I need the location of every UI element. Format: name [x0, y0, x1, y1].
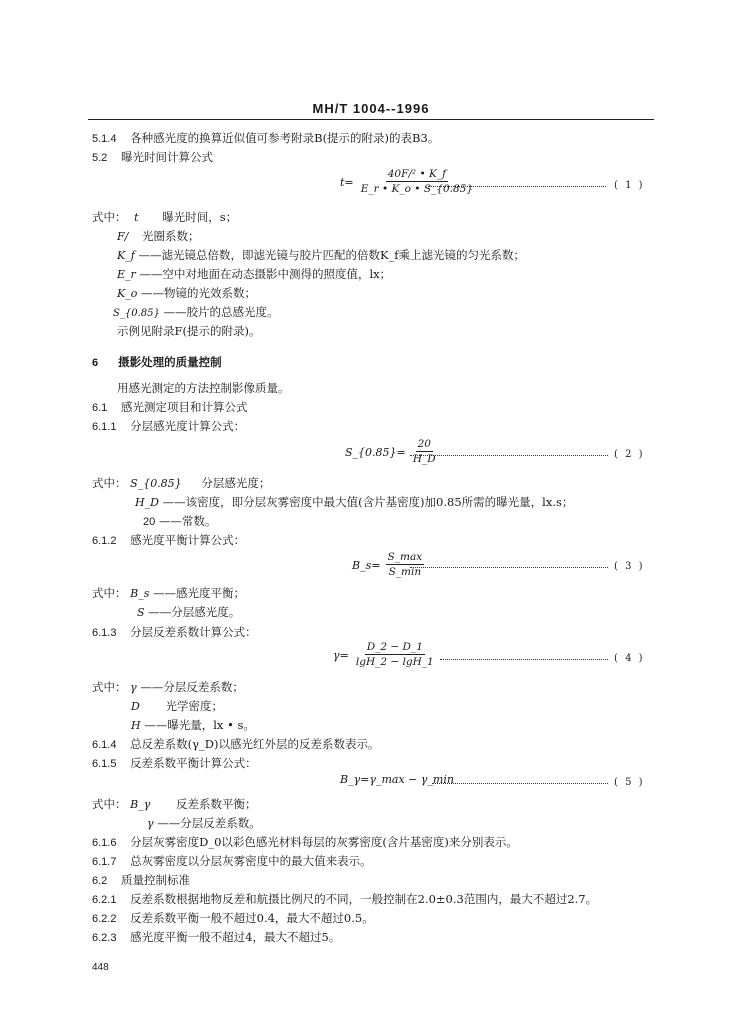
- symbol: D: [131, 700, 140, 713]
- where-row: [117, 229, 200, 244]
- where-row: [131, 718, 255, 733]
- section-6-1-4: [92, 737, 379, 752]
- section-text: 反差系数根据地物反差和航摄比例尺的不同，一般控制在2.0±0.3范围内，最大不超过2.7。: [130, 892, 598, 906]
- symbol-description: ——感光度平衡；: [153, 586, 246, 600]
- symbol-description: ——分层反差系数。: [157, 816, 261, 830]
- section-6-1-1: [92, 419, 245, 434]
- equation-3: [352, 551, 424, 578]
- symbol-description: ——分层感光度。: [148, 605, 241, 619]
- where-row: [117, 286, 256, 301]
- where-row: [147, 816, 261, 831]
- symbol: F/: [117, 230, 129, 243]
- symbol: K_f: [117, 249, 135, 262]
- section-number: 6.1.6: [92, 837, 117, 849]
- example-note: 示例见附录F(提示的附录)。: [117, 324, 261, 338]
- section-text: 感光度平衡一般不超过4，最大不超过5。: [130, 930, 341, 944]
- symbol-description: ——空中对地面在动态摄影中测得的照度值，lx；: [139, 267, 392, 281]
- where-row: [113, 305, 279, 321]
- section-number: 6.2.1: [92, 894, 117, 906]
- equation-4: [333, 641, 436, 668]
- section-number: 6.2.3: [92, 932, 117, 944]
- section-5-2: [92, 150, 213, 165]
- section-6-1: [92, 400, 247, 415]
- equation-1: [340, 168, 475, 195]
- leader-dots: [432, 783, 608, 784]
- section-6: [92, 354, 222, 370]
- equation-label: ( 2 ): [614, 449, 645, 460]
- section-6-1-2: [92, 533, 245, 548]
- where-row: [117, 248, 525, 263]
- equation-label: ( 5 ): [614, 777, 645, 788]
- section-number: 6.1.3: [92, 627, 117, 639]
- section-6-1-5: [92, 756, 257, 771]
- section-text: 反差系数平衡一般不超过0.4，最大不超过0.5。: [130, 911, 374, 925]
- section-6-2-3: [92, 930, 340, 945]
- symbol: S_{0.85}: [130, 477, 182, 490]
- equation-lhs: B_s=: [352, 559, 381, 572]
- section-text: 总灰雾密度以分层灰雾密度中的最大值来表示。: [130, 854, 372, 868]
- where-row: [131, 699, 223, 714]
- section-5-1-4: [92, 131, 439, 146]
- section-number: 6.1.4: [92, 739, 117, 751]
- section-6-2-2: [92, 911, 374, 926]
- where-row: [92, 476, 270, 491]
- section-text: 反差系数平衡计算公式：: [130, 756, 257, 770]
- equation-lhs: γ=: [333, 649, 349, 662]
- leader-dots: [440, 659, 608, 660]
- section-text: 曝光时间计算公式: [120, 150, 213, 164]
- symbol: S_{0.85}: [113, 308, 160, 319]
- equation-fraction: [386, 551, 425, 578]
- equation-denominator: H_D: [412, 453, 436, 465]
- where-prefix: 式中：: [92, 797, 127, 811]
- symbol: 20: [143, 516, 156, 528]
- equation-denominator: lgH_2 − lgH_1: [355, 656, 434, 668]
- symbol: t: [134, 211, 139, 224]
- equation-5: B_γ=γ_max − γ_min: [340, 773, 454, 786]
- where-row: [92, 797, 256, 812]
- section-6-1-6: [92, 835, 518, 850]
- equation-lhs: t=: [340, 176, 354, 189]
- equation-label: ( 1 ): [614, 180, 645, 191]
- symbol-description: ——分层反差系数；: [140, 680, 244, 694]
- equation-lhs: S_{0.85}=: [345, 446, 406, 459]
- where-row: [143, 514, 216, 529]
- page-number: 448: [92, 962, 109, 973]
- equation-label: ( 3 ): [614, 561, 645, 572]
- leader-dots: [410, 455, 608, 456]
- symbol-description: 反差系数平衡；: [175, 797, 257, 811]
- symbol-description: ——常数。: [158, 514, 217, 528]
- section-heading: 摄影处理的质量控制: [118, 355, 222, 369]
- symbol: S: [137, 606, 145, 619]
- symbol-description: 光学密度；: [165, 699, 223, 713]
- symbol: H_D: [135, 496, 159, 509]
- section-6-2-1: [92, 892, 597, 907]
- where-row: [92, 210, 237, 225]
- section-6-1-7: [92, 854, 372, 869]
- equation-numerator: 40F/² • K_f: [387, 168, 446, 180]
- where-row: [92, 680, 244, 695]
- section-text: 各种感光度的换算近似值可参考附录B(提示的附录)的表B3。: [130, 131, 440, 145]
- section-text: 质量控制标准: [120, 873, 190, 887]
- symbol: γ: [130, 681, 137, 694]
- symbol-description: 曝光时间，s；: [162, 210, 238, 224]
- symbol: γ: [147, 817, 154, 830]
- leader-dots: [428, 186, 606, 187]
- where-prefix: 式中：: [92, 210, 127, 224]
- symbol-description: 分层感光度；: [201, 476, 271, 490]
- section-number: 6: [92, 357, 99, 369]
- where-prefix: 式中：: [92, 586, 127, 600]
- where-row: [137, 605, 240, 620]
- symbol-description: ——曝光量，lx • s。: [144, 718, 255, 732]
- equation-fraction: [411, 438, 438, 465]
- section-number: 6.2: [92, 875, 108, 887]
- symbol: K_o: [117, 287, 138, 300]
- equation-numerator: 20: [417, 438, 431, 450]
- section-number: 6.1.2: [92, 535, 117, 547]
- header-rule: [88, 119, 654, 120]
- where-prefix: 式中：: [92, 476, 127, 490]
- symbol: B_γ: [130, 798, 151, 811]
- equation-denominator: S_min: [388, 566, 422, 578]
- section-6-2: [92, 873, 190, 888]
- equation-fraction: [359, 168, 475, 195]
- where-prefix: 式中：: [92, 680, 127, 694]
- equation-numerator: S_max: [387, 551, 423, 563]
- section-text: 分层感光度计算公式：: [130, 419, 246, 433]
- equation-fraction: [354, 641, 436, 668]
- where-row: [117, 267, 391, 282]
- equation-2: [345, 438, 438, 465]
- where-row: [92, 586, 245, 601]
- equation-denominator: E_r • K_o • S_{0.85}: [360, 183, 474, 195]
- section-text: 分层反差系数计算公式：: [130, 625, 257, 639]
- section-text: 总反差系数(γ_D)以感光红外层的反差系数表示。: [130, 737, 380, 751]
- section-number: 6.1.1: [92, 421, 117, 433]
- section-number: 6.1.7: [92, 856, 117, 868]
- section-text: 分层灰雾密度D_0以彩色感光材料每层的灰雾密度(含片基密度)来分别表示。: [130, 835, 518, 849]
- symbol-description: ——物镜的光效系数；: [141, 286, 256, 300]
- section-text: 感光测定项目和计算公式: [120, 400, 248, 414]
- symbol: B_s: [130, 587, 150, 600]
- section-6-intro: 用感光测定的方法控制影像质量。: [117, 381, 290, 395]
- symbol: H: [131, 719, 141, 732]
- leader-dots: [410, 567, 608, 568]
- section-number: 5.1.4: [92, 133, 117, 145]
- equation-label: ( 4 ): [614, 653, 645, 664]
- symbol: E_r: [117, 268, 136, 281]
- symbol-description: ——滤光镜总倍数，即滤光镜与胶片匹配的倍数K_f乘上滤光镜的匀光系数；: [138, 248, 526, 262]
- section-number: 6.1.5: [92, 758, 117, 770]
- section-text: 感光度平衡计算公式：: [130, 533, 246, 547]
- symbol-description: ——胶片的总感光度。: [163, 305, 279, 319]
- equation-numerator: D_2 − D_1: [366, 641, 423, 653]
- section-number: 6.1: [92, 402, 108, 414]
- where-row: [135, 495, 573, 510]
- section-6-1-3: [92, 625, 257, 640]
- symbol-description: ——该密度，即分层灰雾密度中最大值(含片基密度)加0.85所需的曝光量，lx.s；: [162, 495, 574, 509]
- page-header: MH/T 1004--1996: [312, 101, 430, 116]
- section-number: 5.2: [92, 152, 108, 164]
- symbol-description: 光圈系数；: [142, 229, 200, 243]
- section-number: 6.2.2: [92, 913, 117, 925]
